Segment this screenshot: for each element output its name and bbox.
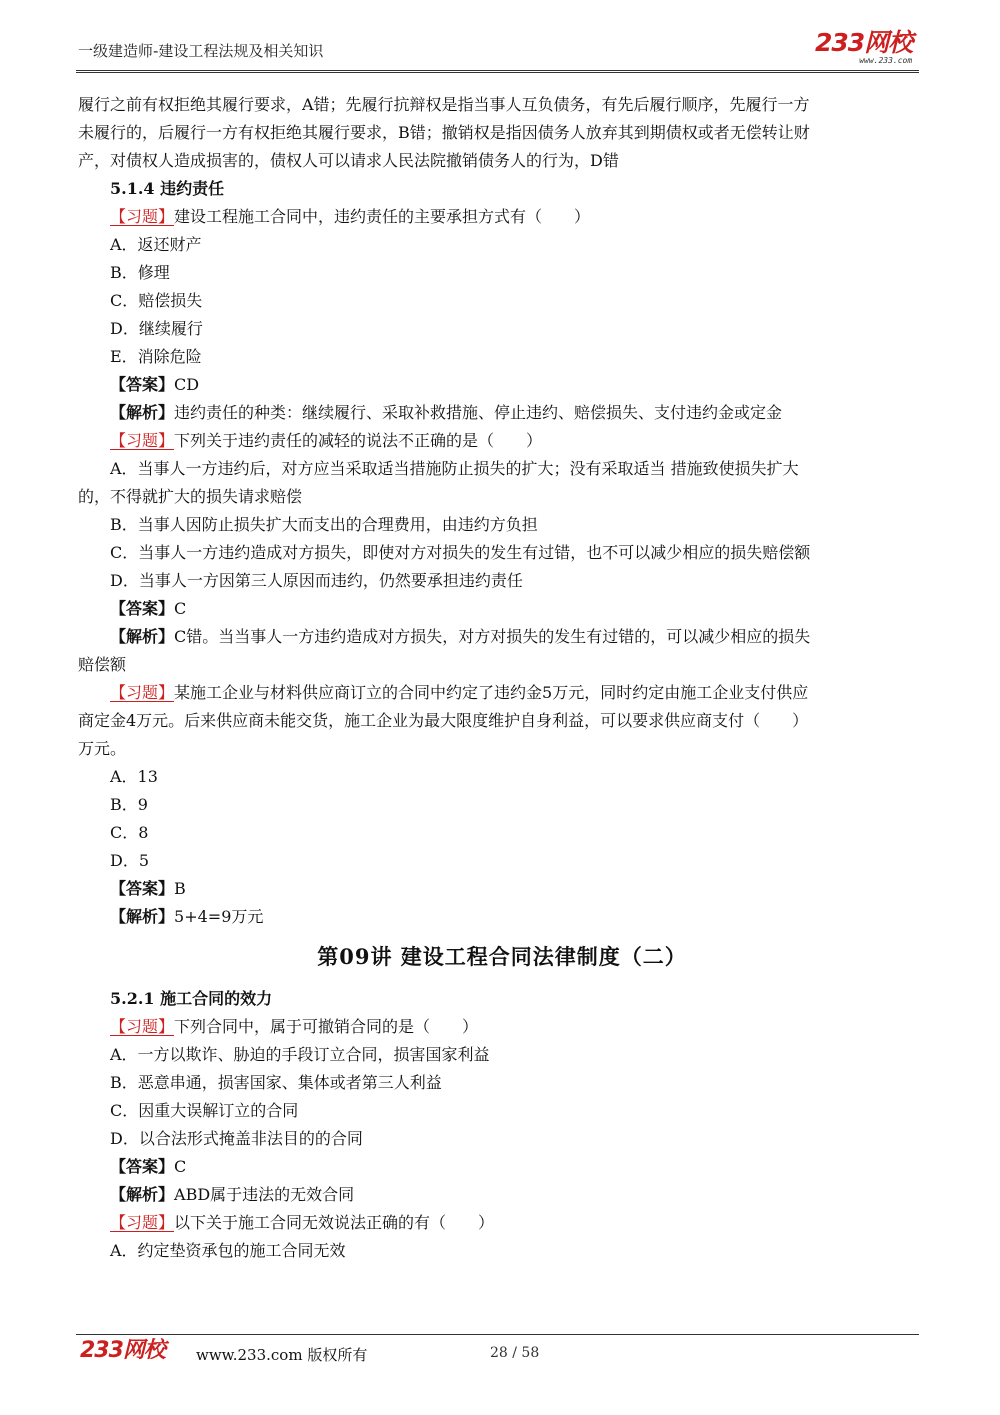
footer-copyright: www.233.com 版权所有	[196, 1346, 368, 1364]
question-2-stem	[78, 427, 926, 455]
exercise-tag: 【习题】	[110, 207, 175, 226]
exercise-tag: 【习题】	[110, 1017, 175, 1036]
question-option: A．13	[110, 767, 158, 786]
document-body	[78, 91, 926, 1265]
answer-tag: 【答案】	[110, 599, 175, 618]
question-option: C．因重大误解订立的合同	[110, 1101, 299, 1120]
question-option: A．返还财产	[110, 235, 202, 254]
exercise-tag: 【习题】	[110, 683, 175, 702]
header-logo	[815, 30, 912, 65]
question-text-continued: 商定金4万元。后来供应商未能交货，施工企业为最大限度维护自身利益，可以要求供应商支付（ ）	[78, 711, 809, 730]
intro-line: 未履行的，后履行一方有权拒绝其履行要求，B错；撤销权是指因债务人放弃其到期债权或者无偿转让财	[78, 123, 810, 142]
page-number: 28 / 58	[490, 1345, 540, 1361]
question-option: A．当事人一方违约后，对方应当采取适当措施防止损失的扩大；没有采取适当 措施致使损失扩大	[110, 459, 799, 478]
answer-value: C	[174, 1157, 187, 1176]
analysis-tag: 【解析】	[110, 907, 175, 926]
question-3-stem	[78, 679, 926, 707]
footer-logo	[80, 1340, 165, 1362]
lecture-title: 第09讲 建设工程合同法律制度（二）	[317, 944, 687, 969]
answer-tag: 【答案】	[110, 879, 175, 898]
question-4-analysis	[78, 1181, 926, 1209]
question-option: D．继续履行	[110, 319, 203, 338]
question-option: C．当事人一方违约造成对方损失，即使对方对损失的发生有过错，也不可以减少相应的损失赔偿额	[110, 543, 811, 562]
question-option: D．以合法形式掩盖非法目的的合同	[110, 1129, 363, 1148]
question-text: 建设工程施工合同中，违约责任的主要承担方式有（ ）	[174, 207, 591, 226]
question-3-answer	[78, 875, 926, 903]
question-1-answer	[78, 371, 926, 399]
header-divider	[76, 70, 919, 73]
analysis-text: 违约责任的种类：继续履行、采取补救措施、停止违约、赔偿损失、支付违约金或定金	[174, 403, 783, 422]
question-option: B．9	[110, 795, 148, 814]
question-2-answer	[78, 595, 926, 623]
analysis-text: 5+4=9万元	[174, 907, 264, 926]
footer-logo-text: 233网校	[80, 1338, 165, 1363]
intro-line: 产，对债权人造成损害的，债权人可以请求人民法院撤销债务人的行为，D错	[78, 151, 619, 170]
analysis-continued: 赔偿额	[78, 655, 127, 674]
intro-line: 履行之前有权拒绝其履行要求，A错；先履行抗辩权是指当事人互负债务，有先后履行顺序，先履行一方	[78, 95, 810, 114]
question-5-stem	[78, 1209, 926, 1237]
header-logo-text: 233网校	[815, 28, 913, 57]
header-logo-url: www.233.com	[859, 56, 913, 65]
exercise-tag: 【习题】	[110, 1213, 175, 1232]
question-option: A．约定垫资承包的施工合同无效	[110, 1241, 346, 1260]
question-4-answer	[78, 1153, 926, 1181]
question-text: 下列关于违约责任的减轻的说法不正确的是（ ）	[174, 431, 543, 450]
question-option: C．8	[110, 823, 149, 842]
answer-value: CD	[174, 375, 200, 394]
question-option: B．恶意串通，损害国家、集体或者第三人利益	[110, 1073, 442, 1092]
section-heading-514: 5.1.4 违约责任	[110, 179, 225, 198]
question-option: B．当事人因防止损失扩大而支出的合理费用，由违约方负担	[110, 515, 538, 534]
section-heading-521: 5.2.1 施工合同的效力	[110, 989, 273, 1008]
question-4-stem	[78, 1013, 926, 1041]
question-option: B．修理	[110, 263, 170, 282]
question-text: 以下关于施工合同无效说法正确的有（ ）	[174, 1213, 495, 1232]
question-option: A．一方以欺诈、胁迫的手段订立合同，损害国家利益	[110, 1045, 490, 1064]
question-option: C．赔偿损失	[110, 291, 203, 310]
question-text: 下列合同中，属于可撤销合同的是（ ）	[174, 1017, 479, 1036]
question-3-analysis	[78, 903, 926, 931]
question-option: D．5	[110, 851, 150, 870]
document-header-title: 一级建造师-建设工程法规及相关知识	[78, 42, 324, 60]
analysis-tag: 【解析】	[110, 1185, 175, 1204]
question-text: 某施工企业与材料供应商订立的合同中约定了违约金5万元，同时约定由施工企业支付供应	[174, 683, 809, 702]
question-option: E．消除危险	[110, 347, 202, 366]
question-text-continued: 万元。	[78, 739, 127, 758]
analysis-tag: 【解析】	[110, 403, 175, 422]
analysis-tag: 【解析】	[110, 627, 175, 646]
answer-tag: 【答案】	[110, 1157, 175, 1176]
answer-tag: 【答案】	[110, 375, 175, 394]
answer-value: C	[174, 599, 187, 618]
analysis-text: C错。当当事人一方违约造成对方损失，对方对损失的发生有过错的，可以减少相应的损失	[174, 627, 811, 646]
question-2-analysis	[78, 623, 926, 651]
exercise-tag: 【习题】	[110, 431, 175, 450]
question-option: D．当事人一方因第三人原因而违约，仍然要承担违约责任	[110, 571, 523, 590]
question-option-continued: 的，不得就扩大的损失请求赔偿	[78, 487, 303, 506]
footer-divider	[76, 1334, 919, 1335]
analysis-text: ABD属于违法的无效合同	[174, 1185, 355, 1204]
answer-value: B	[174, 879, 186, 898]
question-1-stem	[78, 203, 926, 231]
question-1-analysis	[78, 399, 926, 427]
